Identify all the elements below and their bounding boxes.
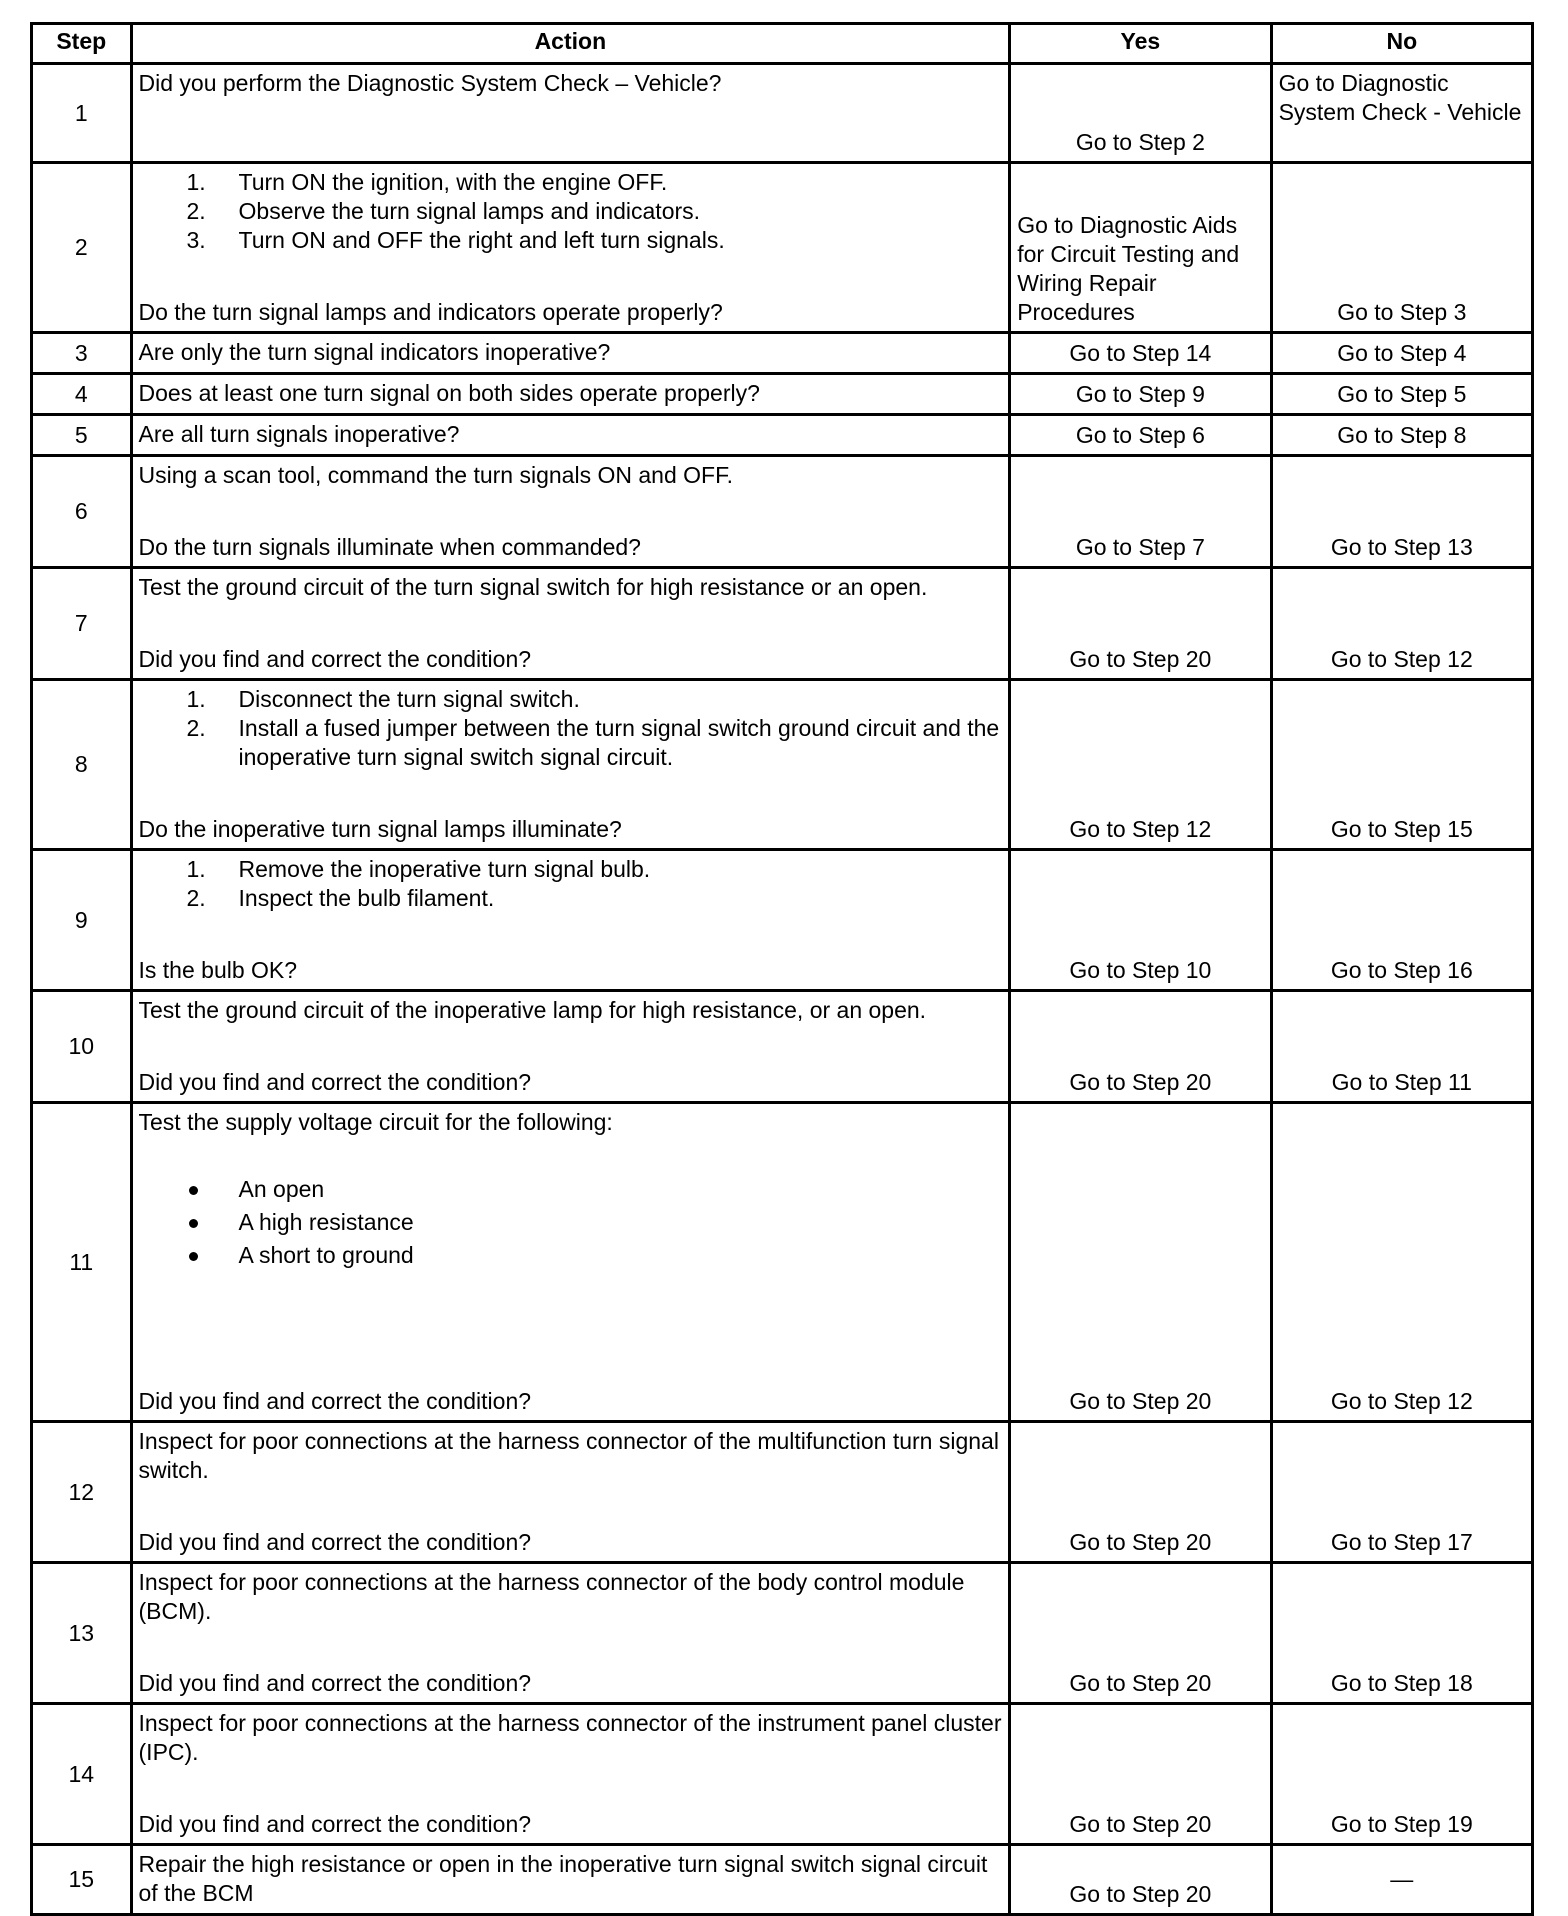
step-number: 6 <box>32 456 132 568</box>
no-cell: Go to Step 3 <box>1271 163 1532 333</box>
yes-cell: Go to Step 20 <box>1010 1563 1271 1704</box>
action-cell <box>131 1422 1010 1563</box>
table-row <box>32 1103 1533 1422</box>
yes-cell: Go to Step 14 <box>1010 333 1271 374</box>
yes-cell: Go to Step 2 <box>1010 64 1271 163</box>
action-question: Are only the turn signal indicators inoperative? <box>138 339 611 365</box>
action-cell <box>131 680 1010 850</box>
action-instruction: Test the supply voltage circuit for the following: <box>138 1109 613 1135</box>
list-item: A short to ground <box>139 1239 1003 1272</box>
header-action: Action <box>131 24 1010 64</box>
action-cell <box>131 1704 1010 1845</box>
action-instruction: Inspect for poor connections at the harness connector of the body control module (BCM). <box>138 1569 965 1624</box>
no-cell: Go to Step 18 <box>1271 1563 1532 1704</box>
action-question: Did you find and correct the condition? <box>138 1069 532 1095</box>
yes-cell: Go to Step 20 <box>1010 1704 1271 1845</box>
step-number: 1 <box>32 64 132 163</box>
action-instruction: Inspect for poor connections at the harness connector of the instrument panel cluster (IPC). <box>138 1710 1002 1765</box>
header-yes: Yes <box>1010 24 1271 64</box>
step-number: 4 <box>32 374 132 415</box>
action-instruction: Test the ground circuit of the inoperative lamp for high resistance, or an open. <box>138 997 927 1023</box>
step-number: 12 <box>32 1422 132 1563</box>
list-item: 3. Turn ON and OFF the right and left turn signals. <box>186 227 725 253</box>
step-number: 5 <box>32 415 132 456</box>
action-cell <box>131 374 1010 415</box>
table-row <box>32 374 1533 415</box>
action-steps-list <box>139 685 1003 772</box>
action-cell <box>131 333 1010 374</box>
action-question: Is the bulb OK? <box>138 957 298 983</box>
no-dash: — <box>1390 1866 1414 1892</box>
no-cell: Go to Step 8 <box>1271 415 1532 456</box>
yes-cell: Go to Step 20 <box>1010 1103 1271 1422</box>
table-row <box>32 568 1533 680</box>
step-number: 14 <box>32 1704 132 1845</box>
action-question: Do the turn signals illuminate when commanded? <box>138 534 641 560</box>
action-question: Are all turn signals inoperative? <box>138 421 460 447</box>
yes-cell: Go to Step 10 <box>1010 850 1271 991</box>
no-cell: Go to Step 12 <box>1271 568 1532 680</box>
yes-cell: Go to Step 12 <box>1010 680 1271 850</box>
step-number: 9 <box>32 850 132 991</box>
action-steps-list <box>139 855 1003 913</box>
no-cell <box>1271 1845 1532 1915</box>
action-instruction: Repair the high resistance or open in the inoperative turn signal switch signal circuit of the BCM <box>138 1851 988 1906</box>
list-item: 2. Install a fused jumper between the turn signal switch ground circuit and the inoperative turn signal switch signal circuit. <box>186 715 1000 770</box>
list-item: 2. Observe the turn signal lamps and indicators. <box>186 198 701 224</box>
bullet-icon <box>189 1186 198 1195</box>
table-row <box>32 680 1533 850</box>
no-cell: Go to Step 16 <box>1271 850 1532 991</box>
action-cell <box>131 163 1010 333</box>
step-number: 2 <box>32 163 132 333</box>
action-question: Did you find and correct the condition? <box>138 1811 532 1837</box>
no-cell: Go to Step 5 <box>1271 374 1532 415</box>
table-row <box>32 64 1533 163</box>
yes-cell: Go to Step 20 <box>1010 1422 1271 1563</box>
list-item: An open <box>139 1173 1003 1206</box>
table-row <box>32 333 1533 374</box>
header-no: No <box>1271 24 1532 64</box>
action-question: Do the inoperative turn signal lamps illuminate? <box>138 816 622 842</box>
action-instruction: Using a scan tool, command the turn signals ON and OFF. <box>138 462 733 488</box>
list-item: A high resistance <box>139 1206 1003 1239</box>
table-row <box>32 1704 1533 1845</box>
action-instruction: Test the ground circuit of the turn signal switch for high resistance or an open. <box>138 574 928 600</box>
table-row <box>32 1563 1533 1704</box>
table-row <box>32 1845 1533 1915</box>
yes-cell: Go to Diagnostic Aids for Circuit Testing and Wiring Repair Procedures <box>1010 163 1271 333</box>
action-question: Does at least one turn signal on both sides operate properly? <box>138 380 760 406</box>
no-cell: Go to Step 13 <box>1271 456 1532 568</box>
no-cell: Go to Step 19 <box>1271 1704 1532 1845</box>
no-cell: Go to Diagnostic System Check - Vehicle <box>1271 64 1532 163</box>
table-row <box>32 991 1533 1103</box>
action-instruction: Inspect for poor connections at the harness connector of the multifunction turn signal switch. <box>138 1428 999 1483</box>
table-row <box>32 415 1533 456</box>
no-cell: Go to Step 4 <box>1271 333 1532 374</box>
table-row <box>32 850 1533 991</box>
action-cell <box>131 1845 1010 1915</box>
action-cell <box>131 456 1010 568</box>
action-cell <box>131 1103 1010 1422</box>
bullet-icon <box>189 1219 198 1228</box>
action-question: Did you perform the Diagnostic System Check – Vehicle? <box>138 70 722 96</box>
yes-cell: Go to Step 7 <box>1010 456 1271 568</box>
yes-cell: Go to Step 6 <box>1010 415 1271 456</box>
table-row <box>32 456 1533 568</box>
no-cell: Go to Step 15 <box>1271 680 1532 850</box>
action-question: Do the turn signal lamps and indicators operate properly? <box>138 299 723 325</box>
table-row <box>32 163 1533 333</box>
yes-cell: Go to Step 20 <box>1010 991 1271 1103</box>
table-row <box>32 1422 1533 1563</box>
step-number: 10 <box>32 991 132 1103</box>
action-question: Did you find and correct the condition? <box>138 1529 532 1555</box>
action-question: Did you find and correct the condition? <box>138 1670 532 1696</box>
action-question: Did you find and correct the condition? <box>138 1388 532 1414</box>
list-item: 2. Inspect the bulb filament. <box>186 885 495 911</box>
step-number: 8 <box>32 680 132 850</box>
action-question: Did you find and correct the condition? <box>138 646 532 672</box>
step-number: 7 <box>32 568 132 680</box>
action-steps-list <box>139 168 1003 255</box>
step-number: 11 <box>32 1103 132 1422</box>
action-cell <box>131 991 1010 1103</box>
header-row <box>32 24 1533 64</box>
no-cell: Go to Step 11 <box>1271 991 1532 1103</box>
yes-cell: Go to Step 9 <box>1010 374 1271 415</box>
step-number: 15 <box>32 1845 132 1915</box>
no-cell: Go to Step 17 <box>1271 1422 1532 1563</box>
no-cell: Go to Step 12 <box>1271 1103 1532 1422</box>
step-number: 13 <box>32 1563 132 1704</box>
step-number: 3 <box>32 333 132 374</box>
action-cell <box>131 415 1010 456</box>
action-cell <box>131 64 1010 163</box>
action-cell <box>131 850 1010 991</box>
action-cell <box>131 1563 1010 1704</box>
diagnostic-table <box>30 22 1534 1916</box>
yes-cell: Go to Step 20 <box>1010 568 1271 680</box>
action-cell <box>131 568 1010 680</box>
yes-cell: Go to Step 20 <box>1010 1845 1271 1915</box>
header-step: Step <box>32 24 132 64</box>
list-item: 1. Disconnect the turn signal switch. <box>186 686 580 712</box>
list-item: 1. Turn ON the ignition, with the engine OFF. <box>186 169 668 195</box>
action-bullet-list <box>139 1173 1003 1272</box>
bullet-icon <box>189 1252 198 1261</box>
list-item: 1. Remove the inoperative turn signal bulb. <box>186 856 651 882</box>
